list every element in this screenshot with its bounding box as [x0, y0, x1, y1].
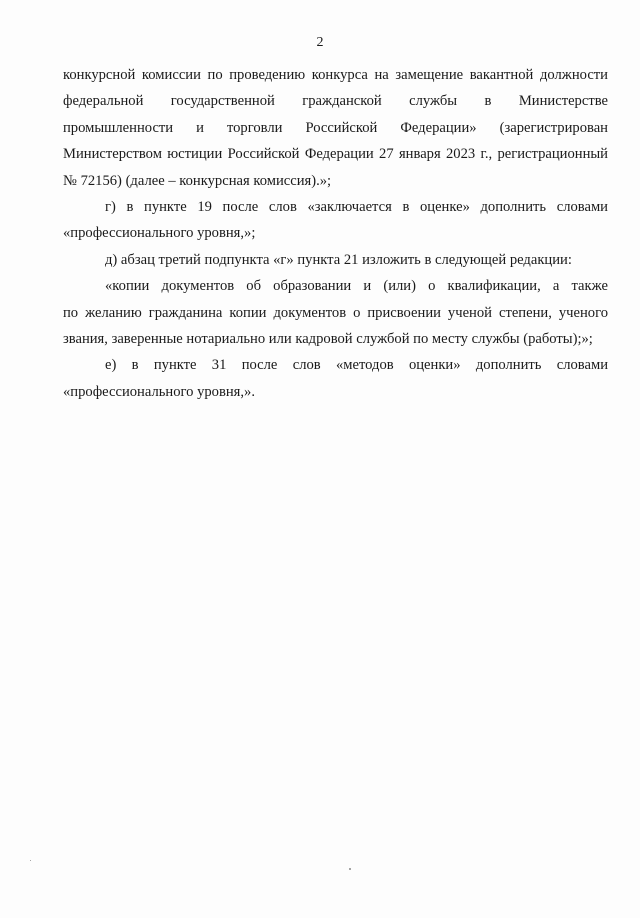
paragraph-item-d	[63, 247, 608, 273]
scan-artifact	[349, 868, 351, 870]
text-line: «профессионального уровня,».	[63, 383, 255, 400]
text-line: «профессионального уровня,»;	[63, 225, 256, 242]
text-line: по желанию гражданина копии документов о присвоении ученой степени, ученого	[63, 304, 608, 321]
text-line: промышленности и торговли Российской Федерации» (зарегистрирован	[63, 119, 608, 136]
text-line: Министерством юстиции Российской Федерации 27 января 2023 г., регистрационный	[63, 146, 608, 163]
text-line: е) в пункте 31 после слов «методов оценки» дополнить словами	[105, 357, 608, 374]
page-number: 2	[316, 35, 324, 50]
text-line: конкурсной комиссии по проведению конкурса на замещение вакантной должности	[63, 67, 608, 83]
paragraph-quote	[63, 273, 608, 352]
text-line: № 72156) (далее – конкурсная комиссия).»;	[63, 172, 332, 189]
text-line: г) в пункте 19 после слов «заключается в оценке» дополнить словами	[105, 199, 608, 216]
scan-artifact	[30, 860, 31, 861]
text-line: «копии документов об образовании и (или) о квалификации, а также	[105, 278, 608, 295]
text-line: звания, заверенные нотариально или кадровой службой по месту службы (работы);»;	[63, 331, 593, 348]
paragraph-item-g	[63, 194, 608, 247]
document-body	[63, 62, 608, 405]
paragraph-item-e	[63, 352, 608, 405]
text-line: д) абзац третий подпункта «г» пункта 21 изложить в следующей редакции:	[105, 251, 572, 268]
paragraph-continuation	[63, 62, 608, 194]
text-line: федеральной государственной гражданской службы в Министерстве	[63, 93, 608, 110]
